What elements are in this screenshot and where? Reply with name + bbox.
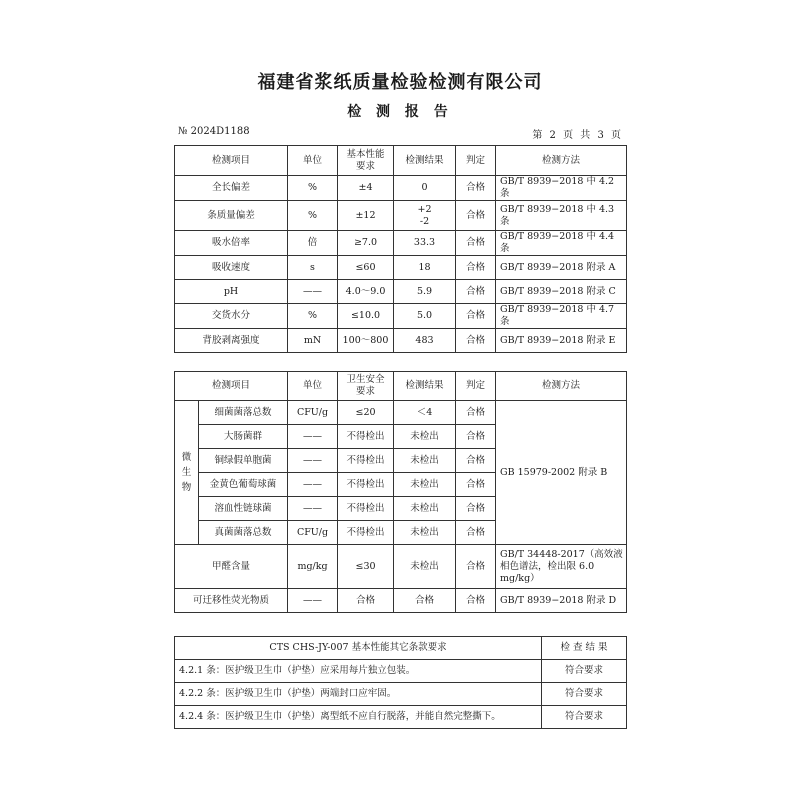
header-requirement: 基本性能 要求 bbox=[338, 146, 394, 176]
hygiene-safety-table bbox=[174, 371, 627, 613]
cell-item: 背胶剥离强度 bbox=[175, 329, 288, 353]
cell-method: GB/T 8939−2018 中 4.4 条 bbox=[496, 231, 627, 256]
microbe-method: GB 15979-2002 附录 B bbox=[496, 401, 627, 545]
header-item: 检测项目 bbox=[175, 146, 288, 176]
cell-verdict: 合格 bbox=[456, 256, 496, 280]
table-row bbox=[175, 706, 627, 729]
header-result: 检测结果 bbox=[394, 372, 456, 401]
cell-requirement: ≤60 bbox=[338, 256, 394, 280]
cell-requirement: 不得检出 bbox=[338, 449, 394, 473]
cell-verdict: 合格 bbox=[456, 176, 496, 201]
cell-item: 吸收速度 bbox=[175, 256, 288, 280]
cell-item: 吸水倍率 bbox=[175, 231, 288, 256]
cell-result: 5.9 bbox=[394, 280, 456, 304]
cell-method: GB/T 8939−2018 附录 C bbox=[496, 280, 627, 304]
cell-method: GB/T 8939−2018 中 4.2 条 bbox=[496, 176, 627, 201]
cell-result: 未检出 bbox=[394, 425, 456, 449]
header-result: 检测结果 bbox=[394, 146, 456, 176]
cell-clause: 4.2.4 条：医护级卫生巾（护垫）离型纸不应自行脱落，并能自然完整撕下。 bbox=[175, 706, 542, 729]
page-info: 第 2 页 共 3 页 bbox=[532, 130, 623, 141]
header-requirement: 卫生安全 要求 bbox=[338, 372, 394, 401]
cell-result: 未检出 bbox=[394, 473, 456, 497]
cell-result: ＜4 bbox=[394, 401, 456, 425]
cell-unit: —— bbox=[288, 425, 338, 449]
cell-clause: 4.2.2 条：医护级卫生巾（护垫）两端封口应牢固。 bbox=[175, 683, 542, 706]
microbe-group-label: 微 生 物 bbox=[175, 401, 199, 545]
cell-verdict: 合格 bbox=[456, 497, 496, 521]
cell-unit: % bbox=[288, 304, 338, 329]
cell-verdict: 合格 bbox=[456, 425, 496, 449]
table-header-row bbox=[175, 372, 627, 401]
table-row bbox=[175, 660, 627, 683]
cell-verdict: 合格 bbox=[456, 304, 496, 329]
cell-result: 未检出 bbox=[394, 497, 456, 521]
table-row bbox=[175, 304, 627, 329]
cell-unit: —— bbox=[288, 589, 338, 613]
cell-item: 铜绿假单胞菌 bbox=[199, 449, 288, 473]
cell-unit: —— bbox=[288, 280, 338, 304]
cell-method: GB/T 34448-2017（高效液 相色谱法，检出限 6.0 mg/kg） bbox=[496, 545, 627, 589]
cell-requirement: 不得检出 bbox=[338, 425, 394, 449]
cell-unit: CFU/g bbox=[288, 401, 338, 425]
cell-result: 合格 bbox=[394, 589, 456, 613]
cell-unit: —— bbox=[288, 497, 338, 521]
cell-result: 未检出 bbox=[394, 449, 456, 473]
cell-requirement: 4.0～9.0 bbox=[338, 280, 394, 304]
cell-verdict: 合格 bbox=[456, 521, 496, 545]
cell-result: 未检出 bbox=[394, 521, 456, 545]
cell-unit: 倍 bbox=[288, 231, 338, 256]
cell-item: 真菌菌落总数 bbox=[199, 521, 288, 545]
header-requirement: CTS CHS-JY-007 基本性能其它条款要求 bbox=[175, 637, 542, 660]
cell-item: 可迁移性荧光物质 bbox=[175, 589, 288, 613]
cell-unit: CFU/g bbox=[288, 521, 338, 545]
cell-unit: mN bbox=[288, 329, 338, 353]
report-title: 检 测 报 告 bbox=[347, 104, 453, 120]
cell-method: GB/T 8939−2018 中 4.3 条 bbox=[496, 201, 627, 231]
cell-verdict: 合格 bbox=[456, 449, 496, 473]
cell-result: 483 bbox=[394, 329, 456, 353]
cell-item: 溶血性链球菌 bbox=[199, 497, 288, 521]
cell-item: pH bbox=[175, 280, 288, 304]
cell-check-result: 符合要求 bbox=[542, 683, 627, 706]
cell-requirement: ≤30 bbox=[338, 545, 394, 589]
table-row bbox=[175, 401, 627, 425]
cell-unit: % bbox=[288, 201, 338, 231]
cell-result: +2 -2 bbox=[394, 201, 456, 231]
cell-item: 细菌菌落总数 bbox=[199, 401, 288, 425]
cell-method: GB/T 8939−2018 附录 D bbox=[496, 589, 627, 613]
company-name: 福建省浆纸质量检验检测有限公司 bbox=[257, 72, 543, 93]
header-unit: 单位 bbox=[288, 372, 338, 401]
cell-requirement: 不得检出 bbox=[338, 521, 394, 545]
cell-method: GB/T 8939−2018 附录 A bbox=[496, 256, 627, 280]
cell-requirement: 不得检出 bbox=[338, 497, 394, 521]
table-row bbox=[175, 176, 627, 201]
header-check-result: 检 查 结 果 bbox=[542, 637, 627, 660]
cell-verdict: 合格 bbox=[456, 280, 496, 304]
cell-verdict: 合格 bbox=[456, 473, 496, 497]
cell-requirement: ±12 bbox=[338, 201, 394, 231]
cell-verdict: 合格 bbox=[456, 231, 496, 256]
cell-requirement: 不得检出 bbox=[338, 473, 394, 497]
table-row bbox=[175, 280, 627, 304]
table-header-row bbox=[175, 637, 627, 660]
cell-result: 0 bbox=[394, 176, 456, 201]
cell-verdict: 合格 bbox=[456, 401, 496, 425]
cell-requirement: ≥7.0 bbox=[338, 231, 394, 256]
cell-result: 18 bbox=[394, 256, 456, 280]
cell-unit: s bbox=[288, 256, 338, 280]
header-method: 检测方法 bbox=[496, 146, 627, 176]
cell-requirement: ≤20 bbox=[338, 401, 394, 425]
other-clauses-table bbox=[174, 636, 627, 729]
cell-result: 未检出 bbox=[394, 545, 456, 589]
cell-verdict: 合格 bbox=[456, 589, 496, 613]
cell-check-result: 符合要求 bbox=[542, 660, 627, 683]
table-row bbox=[175, 256, 627, 280]
cell-requirement: 合格 bbox=[338, 589, 394, 613]
header-verdict: 判定 bbox=[456, 146, 496, 176]
cell-unit: —— bbox=[288, 473, 338, 497]
cell-requirement: ±4 bbox=[338, 176, 394, 201]
cell-item: 交货水分 bbox=[175, 304, 288, 329]
cell-verdict: 合格 bbox=[456, 329, 496, 353]
table-row bbox=[175, 201, 627, 231]
cell-item: 甲醛含量 bbox=[175, 545, 288, 589]
cell-item: 金黄色葡萄球菌 bbox=[199, 473, 288, 497]
cell-requirement: ≤10.0 bbox=[338, 304, 394, 329]
cell-result: 33.3 bbox=[394, 231, 456, 256]
cell-clause: 4.2.1 条：医护级卫生巾（护垫）应采用每片独立包装。 bbox=[175, 660, 542, 683]
header-item: 检测项目 bbox=[175, 372, 288, 401]
cell-item: 条质量偏差 bbox=[175, 201, 288, 231]
cell-verdict: 合格 bbox=[456, 201, 496, 231]
header-method: 检测方法 bbox=[496, 372, 627, 401]
table-row bbox=[175, 329, 627, 353]
header-unit: 单位 bbox=[288, 146, 338, 176]
cell-unit: mg/kg bbox=[288, 545, 338, 589]
table-row bbox=[175, 683, 627, 706]
cell-check-result: 符合要求 bbox=[542, 706, 627, 729]
cell-result: 5.0 bbox=[394, 304, 456, 329]
cell-item: 全长偏差 bbox=[175, 176, 288, 201]
cell-verdict: 合格 bbox=[456, 545, 496, 589]
table-row bbox=[175, 545, 627, 589]
cell-unit: —— bbox=[288, 449, 338, 473]
cell-requirement: 100～800 bbox=[338, 329, 394, 353]
cell-item: 大肠菌群 bbox=[199, 425, 288, 449]
table-row bbox=[175, 231, 627, 256]
table-header-row bbox=[175, 146, 627, 176]
table-row bbox=[175, 589, 627, 613]
report-number: № 2024D1188 bbox=[178, 126, 250, 137]
cell-method: GB/T 8939−2018 中 4.7 条 bbox=[496, 304, 627, 329]
basic-performance-table bbox=[174, 145, 627, 353]
cell-unit: % bbox=[288, 176, 338, 201]
header-verdict: 判定 bbox=[456, 372, 496, 401]
cell-method: GB/T 8939−2018 附录 E bbox=[496, 329, 627, 353]
